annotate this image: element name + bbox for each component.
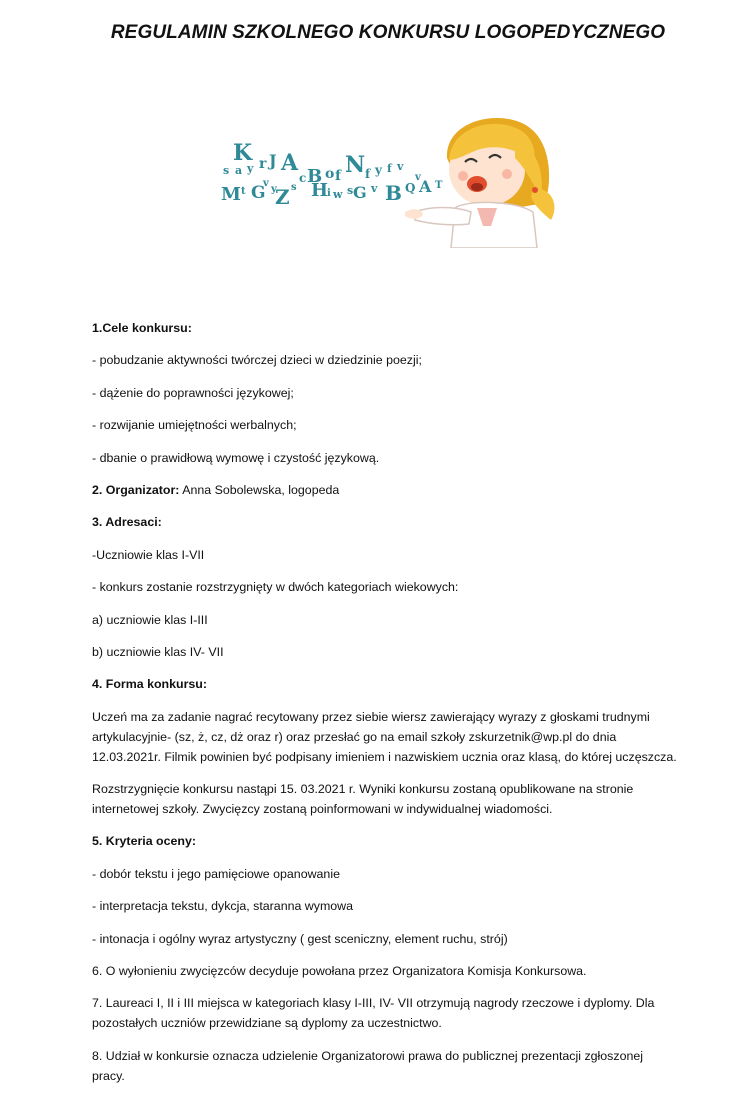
svg-text:A: A xyxy=(419,177,432,196)
goal-item: - pobudzanie aktywności twórczej dzieci w dziedzinie poezji; xyxy=(92,353,422,368)
recipient-item: a) uczniowie klas I-III xyxy=(92,612,208,627)
form-paragraph-2-line: internetowej szkoły. Zwycięzcy zostaną poinformowani w indywidualnej wiadomości. xyxy=(92,802,553,817)
svg-text:f: f xyxy=(365,167,371,181)
goal-item: - dbanie o prawidłową wymowę i czystość językową. xyxy=(92,450,380,465)
criteria-item: - dobór tekstu i jego pamięciowe opanowanie xyxy=(92,866,340,881)
svg-text:a: a xyxy=(235,164,243,177)
svg-text:c: c xyxy=(299,171,307,185)
form-paragraph-1-line: 12.03.2021r. Filmik powinien być podpisany imieniem i nazwiskiem ucznia oraz klasą, do której uczęszcza. xyxy=(92,749,677,764)
svg-text:s: s xyxy=(291,182,297,193)
svg-text:T: T xyxy=(435,180,443,191)
section-recipients-heading: 3. Adresaci: xyxy=(92,515,162,530)
point-8-line: pracy. xyxy=(92,1068,125,1083)
svg-text:H: H xyxy=(311,180,329,201)
point-7-line: pozostałych uczniów przewidziane są dyplomy za uczestnictwo. xyxy=(92,1016,442,1031)
svg-text:y: y xyxy=(375,163,382,177)
svg-text:v: v xyxy=(397,160,404,173)
svg-text:t: t xyxy=(241,186,246,197)
svg-text:K: K xyxy=(233,140,253,166)
recipient-item: -Uczniowie klas I-VII xyxy=(92,547,205,562)
svg-text:v: v xyxy=(263,178,269,189)
organizer-label: 2. Organizator: xyxy=(92,482,180,497)
svg-text:M: M xyxy=(221,184,241,205)
svg-text:i: i xyxy=(327,188,331,199)
svg-text:Z: Z xyxy=(275,185,290,209)
svg-text:y: y xyxy=(247,162,254,175)
svg-text:s: s xyxy=(223,164,230,177)
point-8-line: 8. Udział w konkursie oznacza udzielenie Organizatorowi prawa do publicznej prezentacji zgłoszonej xyxy=(92,1048,643,1063)
organizer-value: Anna Sobolewska, logopeda xyxy=(179,482,340,497)
criteria-item: - intonacja i ogólny wyraz artystyczny ( gest sceniczny, element ruchu, strój) xyxy=(92,931,508,946)
goal-item: - rozwijanie umiejętności werbalnych; xyxy=(92,418,297,433)
svg-text:y: y xyxy=(271,184,277,195)
regulations-body xyxy=(92,318,692,1098)
svg-text:B: B xyxy=(307,166,323,187)
point-7 xyxy=(92,993,692,1033)
goal-item: - dążenie do poprawności językowej; xyxy=(92,385,294,400)
svg-text:B: B xyxy=(385,181,402,205)
section-goals-heading: 1.Cele konkursu: xyxy=(92,321,192,335)
section-form-heading: 4. Forma konkursu: xyxy=(92,677,207,692)
point-6: 6. O wyłonieniu zwycięzców decyduje powołana przez Organizatora Komisja Konkursowa. xyxy=(92,964,587,979)
svg-text:Q: Q xyxy=(405,181,416,195)
svg-text:f: f xyxy=(387,162,392,175)
section-organizer xyxy=(92,480,692,500)
talking-girl-with-letters-icon xyxy=(215,108,565,248)
svg-text:v: v xyxy=(371,182,378,195)
form-paragraph-2 xyxy=(92,779,692,819)
svg-text:G: G xyxy=(251,183,266,203)
criteria-item: - interpretacja tekstu, dykcja, staranna wymowa xyxy=(92,899,354,914)
page-title: REGULAMIN SZKOLNEGO KONKURSU LOGOPEDYCZNEGO xyxy=(110,22,666,43)
form-paragraph-1-line: Uczeń ma za zadanie nagrać recytowany przez siebie wiersz zawierający wyrazy z głoskami trudnymi xyxy=(92,709,650,724)
svg-text:J: J xyxy=(269,151,277,170)
form-paragraph-2-line: Rozstrzygnięcie konkursu nastąpi 15. 03.2021 r. Wyniki konkursu zostaną opublikowane na stronie xyxy=(92,782,634,797)
svg-text:N: N xyxy=(345,152,366,178)
svg-text:r: r xyxy=(259,156,267,172)
svg-text:f: f xyxy=(335,168,342,184)
recipient-item: b) uczniowie klas IV- VII xyxy=(92,644,224,659)
svg-text:w: w xyxy=(333,188,343,201)
form-paragraph-1 xyxy=(92,707,692,767)
svg-text:v: v xyxy=(415,172,421,183)
svg-text:s: s xyxy=(347,184,354,197)
svg-text:o: o xyxy=(325,166,335,182)
point-7-line: 7. Laureaci I, II i III miejsca w kategoriach klasy I-III, IV- VII otrzymują nagrody rzeczowe i dyplomy. Dla xyxy=(92,996,655,1011)
svg-text:A: A xyxy=(281,150,299,176)
recipient-item: - konkurs zostanie rozstrzygnięty w dwóch kategoriach wiekowych: xyxy=(92,580,459,595)
form-paragraph-1-line: artykulacyjnie- (sz, ż, cz, dż oraz r) oraz przesłać go na email szkoły zskurzetnik@wp.pl do dnia xyxy=(92,729,617,744)
svg-text:G: G xyxy=(353,183,367,202)
section-criteria-heading: 5. Kryteria oceny: xyxy=(92,834,196,849)
